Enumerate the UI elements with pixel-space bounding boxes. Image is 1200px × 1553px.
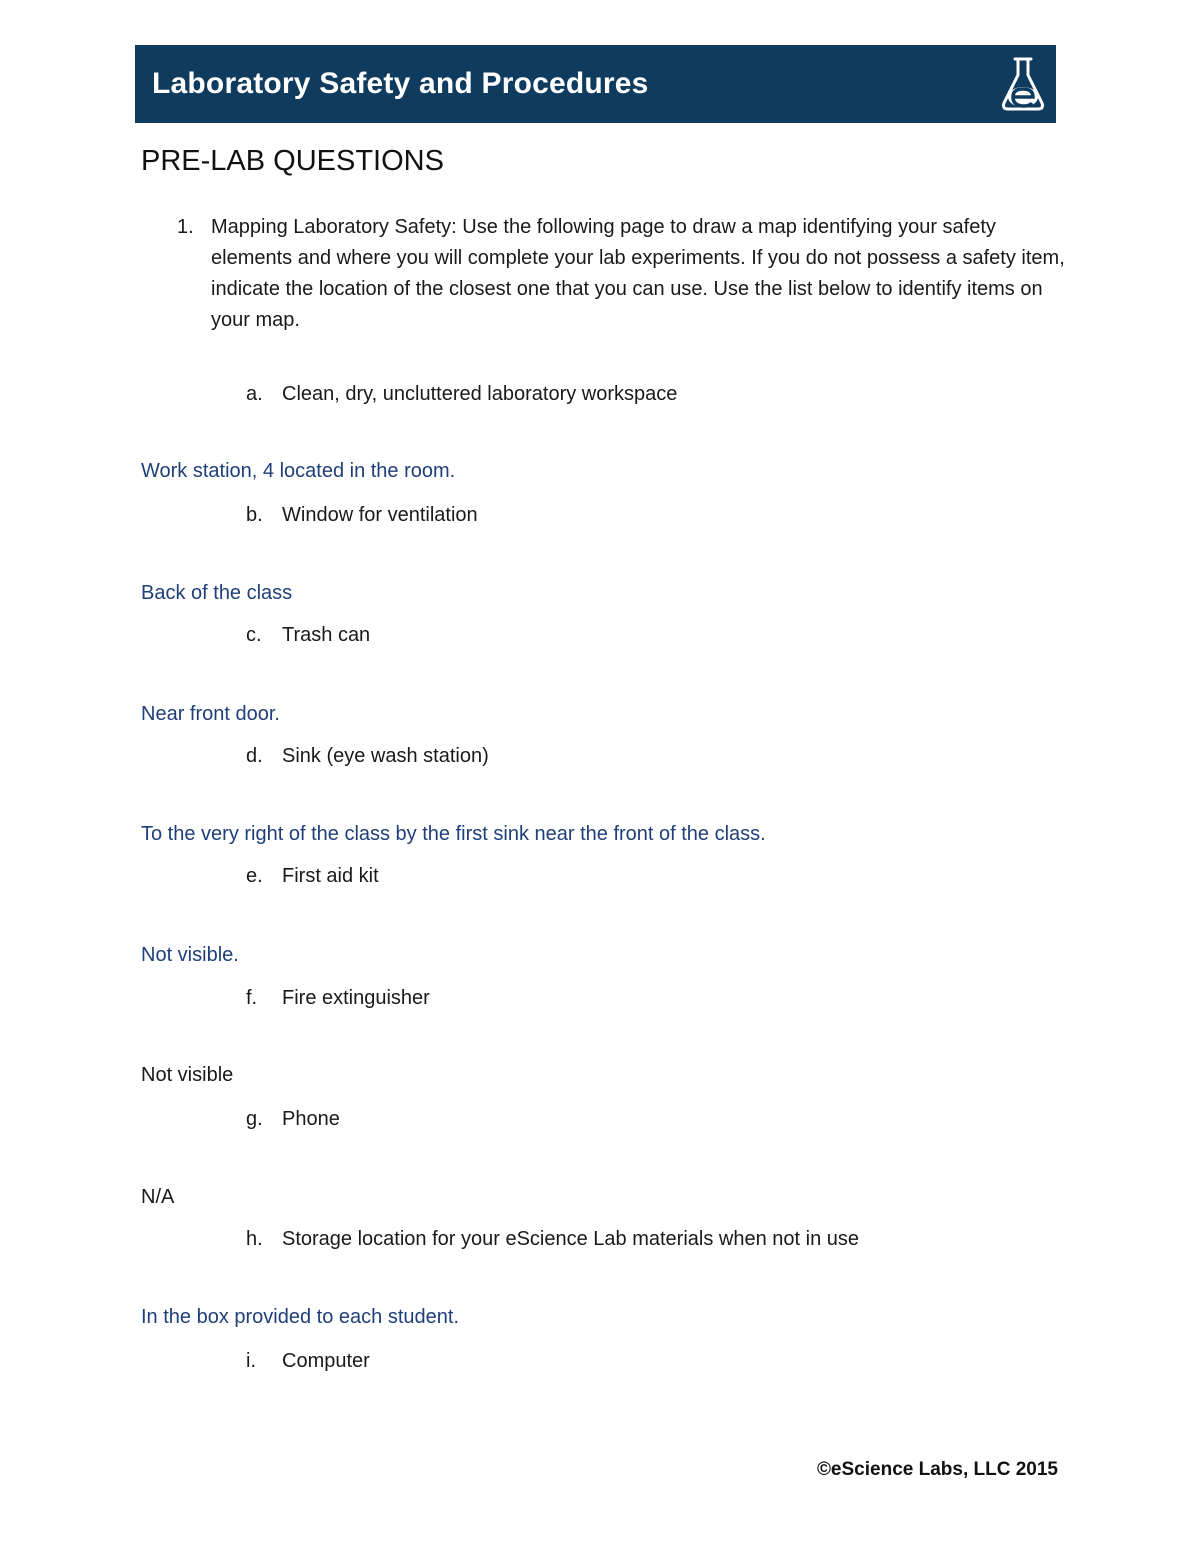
answer-text: Not visible. xyxy=(141,944,239,966)
list-item-text: Sink (eye wash station) xyxy=(282,745,489,767)
answer-text: Near front door. xyxy=(141,703,280,725)
header-banner xyxy=(135,45,1056,123)
copyright-footer: ©eScience Labs, LLC 2015 xyxy=(816,1459,1058,1480)
answer-text: In the box provided to each student. xyxy=(141,1306,459,1328)
answer-text: Work station, 4 located in the room. xyxy=(141,460,456,482)
question-text: Mapping Laboratory Safety: Use the following page to draw a map identifying your safety elements and where you will complete your lab experiments. If you do not possess a safety item, indicate the location of the closest one that you can use. Use the list below to identify items on your map. xyxy=(211,216,1065,331)
list-item-letter: h. xyxy=(246,1228,263,1250)
list-item-text: Computer xyxy=(282,1350,370,1372)
answer-text: Not visible xyxy=(141,1064,234,1086)
list-item-letter: g. xyxy=(246,1108,263,1130)
list-item-text: Phone xyxy=(282,1108,340,1130)
list-item-letter: d. xyxy=(246,745,263,767)
list-item-text: Window for ventilation xyxy=(282,504,478,526)
list-item-text: Fire extinguisher xyxy=(282,987,430,1009)
list-item-text: First aid kit xyxy=(282,865,379,887)
list-item-letter: c. xyxy=(246,624,262,646)
answer-text: N/A xyxy=(141,1186,175,1208)
flask-logo-icon xyxy=(1000,53,1046,115)
list-item-letter: b. xyxy=(246,504,263,526)
question-number: 1. xyxy=(177,216,194,238)
list-item-letter: i. xyxy=(246,1350,256,1372)
answer-text: To the very right of the class by the first sink near the front of the class. xyxy=(141,823,766,845)
list-item-letter: e. xyxy=(246,865,263,887)
page-title: Laboratory Safety and Procedures xyxy=(152,67,649,100)
list-item-text: Trash can xyxy=(282,624,371,646)
list-item-letter: a. xyxy=(246,383,263,405)
list-item-text: Storage location for your eScience Lab materials when not in use xyxy=(282,1228,860,1250)
answer-text: Back of the class xyxy=(141,582,293,604)
list-item-letter: f. xyxy=(246,987,258,1009)
section-title: PRE-LAB QUESTIONS xyxy=(141,145,444,177)
list-item-text: Clean, dry, uncluttered laboratory workspace xyxy=(282,383,678,405)
